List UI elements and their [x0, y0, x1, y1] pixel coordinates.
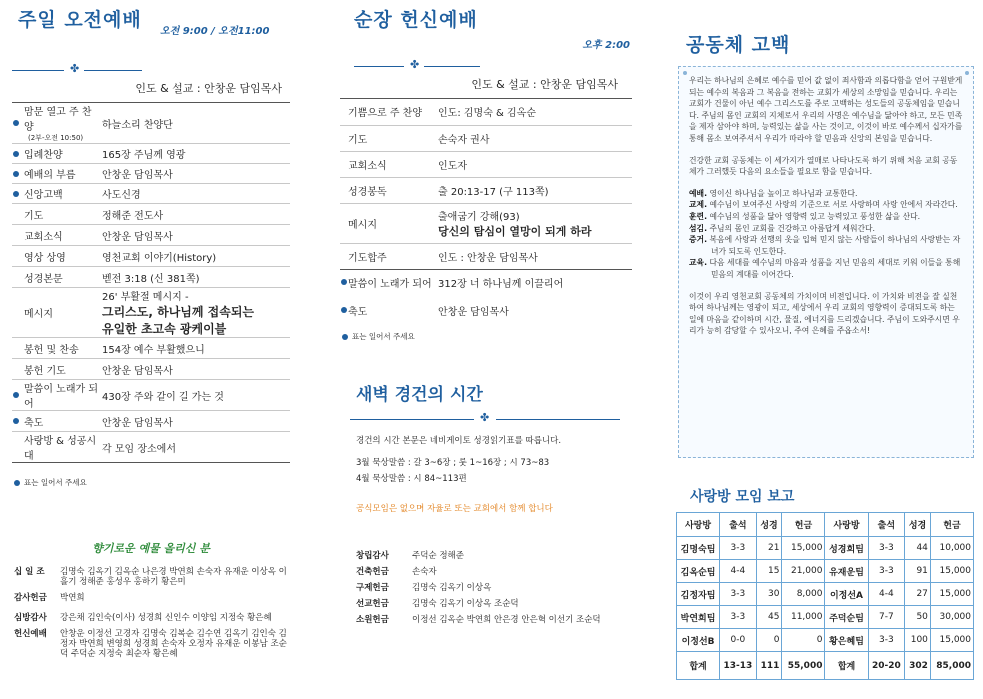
order-label: 성경봉독 [348, 186, 387, 198]
offering-row [12, 628, 290, 660]
report-row: 김명숙팀 3-3 21 15,000 성경희팀 3-3 44 10,000 [677, 537, 974, 560]
bullet-icon [13, 171, 19, 177]
order-value: 312장 너 하나님께 이끌리어 [438, 278, 564, 290]
offering-label: 구제헌금 [356, 583, 389, 593]
report-header-row: 사랑방 출석 성경 헌금 사랑방 출석 성경 헌금 [677, 513, 974, 537]
offering-row [354, 563, 603, 579]
order-row [12, 288, 290, 338]
order-row [340, 243, 632, 269]
order-label: 예배의 부름 [24, 170, 76, 181]
order-label: 기쁨으로 주 찬양 [348, 108, 422, 120]
morning-service-title: 주일 오전예배 [18, 9, 142, 31]
order-value: 영천교회 이야기(History) [100, 246, 290, 267]
order-label: 기도 [348, 134, 368, 146]
order-row [340, 151, 632, 177]
offering-label: 감사헌금 [14, 593, 47, 603]
order-value: 안창운 담임목사 [100, 164, 290, 184]
offering-names: 김명숙 김옥기 김옥순 나은경 박연희 손숙자 유재운 이상옥 이흘기 정해준 홍성우 홍하기 황은미 [60, 567, 287, 587]
dawn-offerings-table [354, 547, 603, 627]
clover-icon: ✤ [70, 62, 80, 75]
dawn-april: 4월 묵상말씀 : 시 84~113편 [356, 474, 467, 484]
order-value: 안창운 담임목사 [438, 306, 509, 318]
offering-names: 주덕순 정해준 [412, 551, 464, 561]
confession-paragraph-1: 우리는 하나님의 은혜로 예수를 믿어 값 없이 죄사함과 의롭다함을 얻어 구원받게 되는 예수의 복음과 그 복음을 전하는 교회가 세상의 소망임을 믿습니다. 우리는 교회가 건물이 아닌 예수 그리스도를 주로 고백하는 성도들의 공동체임을 믿습니다. 주님의 몸인 교회의 지체로서 우리의 사명은 예수님을 닮아야 하고, 모든 민족을 제자 삼아야 하며, 능력있는 삶을 사는 것이고, 이것이 바로 예수께서 십자가를 통해 몸소 보여주셔서 우리가 따라야 할 믿음과 신앙의 본임을 믿습니다. [689, 76, 963, 143]
offering-label: 십 일 조 [14, 567, 45, 577]
offering-label: 건축헌금 [356, 567, 389, 577]
order-row [12, 144, 290, 164]
morning-order-table [12, 103, 290, 463]
bullet-icon [14, 480, 20, 486]
order-label: 사랑방 & 성공시대 [24, 436, 97, 462]
offering-names: 안창운 이정선 고경자 김명숙 김복순 김수연 김옥기 김인숙 김정자 박연희 변영희 성경희 손숙자 오정자 유재운 이봉남 조순덕 주덕순 지정숙 최순자 황은혜 [60, 629, 287, 659]
morning-service-column [12, 0, 290, 660]
order-value: 하늘소리 찬양단 [100, 103, 290, 144]
confession-text [679, 67, 973, 353]
order-label: 맘문 열고 주 찬양 [24, 107, 92, 133]
bullet-icon [13, 120, 19, 126]
element-witness: 증거. 복음에 사랑과 선행의 옷을 입혀 믿지 않는 사람들이 하나님의 사랑받는 자녀가 되도록 인도한다. [689, 235, 961, 256]
message-title-line2: 유일한 초고속 광케이블 [102, 322, 227, 336]
standing-note: 표는 일어서 주세요 [340, 331, 632, 342]
section-divider [354, 60, 480, 72]
order-value: 정해준 전도사 [100, 204, 290, 225]
bullet-icon [341, 279, 347, 285]
order-label: 영상 상영 [24, 252, 66, 264]
order-row [340, 177, 632, 203]
morning-service-time: 오전 9:00 / 오전11:00 [160, 26, 270, 37]
message-series: 출애굽기 강해(93) [438, 211, 520, 223]
clover-icon: ✤ [410, 58, 420, 71]
order-value: 인도자 [436, 151, 632, 177]
order-value: 벧전 3:18 (신 381쪽) [100, 267, 290, 288]
order-label: 축도 [348, 306, 368, 318]
order-sub-label: (2부-오전 10:50) [28, 134, 84, 142]
confession-elements [689, 188, 963, 281]
report-table [676, 512, 974, 680]
order-row [12, 225, 290, 246]
order-label: 교회소식 [24, 231, 63, 243]
offering-label: 선교헌금 [356, 599, 389, 609]
order-value: 165장 주님께 영광 [100, 144, 290, 164]
offering-row [12, 608, 290, 628]
confession-paragraph-2: 건강한 교회 공동체는 이 세가지가 열매로 나타나도록 하기 위해 처음 교회 공동체가 그러했듯 다음의 요소들을 필요로 함을 믿습니다. [689, 155, 958, 177]
offering-row [12, 588, 290, 608]
bullet-icon [341, 307, 347, 313]
order-row [340, 269, 632, 295]
deacon-order-table [340, 99, 632, 325]
order-value: 154장 예수 부활했으니 [100, 338, 290, 359]
order-row [12, 380, 290, 411]
order-row [12, 164, 290, 184]
offering-row [12, 566, 290, 588]
dawn-title: 새벽 경건의 시간 [356, 385, 483, 405]
offering-label: 심방감사 [14, 613, 47, 623]
order-value: 안창운 담임목사 [100, 411, 290, 432]
order-label: 말씀이 노래가 되어 [24, 384, 98, 410]
message-series: 26' 부활절 메시지 - [102, 292, 189, 303]
element-fellowship: 교제. 예수님이 보여주신 사랑의 기준으로 서로 사랑하며 사랑 안에서 자라간다. [689, 200, 958, 210]
order-value: 출 20:13-17 (구 113쪽) [436, 177, 632, 203]
order-row [340, 295, 632, 325]
clover-icon: ✤ [480, 411, 490, 424]
order-value: 안창운 담임목사 [100, 359, 290, 380]
offering-names: 강은채 김인숙(이사) 성경희 신인수 이양임 지정숙 황은혜 [60, 613, 272, 623]
bullet-icon [13, 151, 19, 157]
order-row [12, 359, 290, 380]
order-value: 손숙자 권사 [436, 125, 632, 151]
order-label: 성경본문 [24, 273, 63, 285]
order-label: 축도 [24, 417, 44, 429]
offering-names: 김명숙 김옥기 이상옥 조순덕 [412, 599, 519, 609]
order-value: 인도 : 안창운 담임목사 [436, 243, 632, 269]
offering-row [354, 611, 603, 627]
section-divider [340, 413, 630, 425]
bullet-icon [13, 191, 19, 197]
order-label: 교회소식 [348, 160, 387, 172]
report-title: 사랑방 모임 보고 [690, 489, 795, 505]
order-label: 기도 [24, 210, 44, 222]
offering-row [354, 547, 603, 563]
offering-row [354, 595, 603, 611]
report-row: 김옥순팀 4-4 15 21,000 유재운팀 3-3 91 15,000 [677, 560, 974, 583]
order-row [340, 99, 632, 125]
bullet-icon [342, 334, 348, 340]
order-row [12, 103, 290, 144]
order-row [340, 125, 632, 151]
dawn-notice: 공식모임은 없으며 자율로 또는 교회에서 함께 합니다 [356, 504, 553, 514]
element-service: 섬김. 주님의 몸인 교회를 건강하고 아름답게 세워간다. [689, 223, 876, 233]
confession-paragraph-3: 이것이 우리 영천교회 공동체의 가치이며 비전입니다. 이 가치와 비전을 잘 실천하여 하나님께는 영광이 되고, 세상에서 우리 교회의 영향력이 증대되도록 하는 일에 마음을 같이하며 시간, 물질, 에너지를 드리겠습니다. 주님이 도와주시면 우리가 능히 감당할 수 있사오니, 주여 은혜를 주옵소서! [689, 291, 960, 336]
dawn-intro: 경건의 시간 본문은 네비게이토 성경읽기표를 따릅니다. [356, 436, 562, 446]
dawn-march: 3월 묵상말씀 : 갈 3~6장 ; 룻 1~16장 ; 시 73~83 [356, 458, 550, 468]
community-title: 공동체 고백 [686, 34, 791, 56]
order-label: 봉헌 및 찬송 [24, 344, 79, 356]
order-label: 기도합주 [348, 252, 387, 264]
order-value: 430장 주와 같이 길 가는 것 [100, 380, 290, 411]
offering-label: 소원헌금 [356, 615, 389, 625]
order-row [12, 411, 290, 432]
order-value: 사도신경 [100, 184, 290, 204]
order-value: 안창운 담임목사 [100, 225, 290, 246]
offerings-table [12, 566, 290, 660]
report-row: 박연희팀 3-3 45 11,000 주덕순팀 7-7 50 30,000 [677, 606, 974, 629]
order-value [100, 288, 290, 338]
bullet-icon [13, 418, 19, 424]
order-label: 메시지 [24, 309, 53, 320]
order-row [12, 204, 290, 225]
order-row [12, 246, 290, 267]
offering-row [354, 579, 603, 595]
order-label: 말씀이 노래가 되어 [348, 278, 432, 290]
order-row [12, 432, 290, 463]
order-label: 신앙고백 [24, 190, 63, 201]
order-label: 메시지 [348, 219, 377, 231]
order-row [12, 267, 290, 288]
offering-names: 박연희 [60, 593, 85, 603]
order-row [340, 203, 632, 243]
order-label: 입례찬양 [24, 150, 63, 161]
message-title: 당신의 탐심이 열망이 되게 하라 [438, 224, 592, 238]
offering-label: 창립감사 [356, 551, 389, 561]
element-training: 훈련. 예수님의 성품을 닮아 영향력 있고 능력있고 풍성한 삶을 산다. [689, 211, 921, 221]
offering-label: 헌신예배 [14, 629, 47, 639]
order-value: 인도: 김명숙 & 김옥순 [436, 99, 632, 125]
offering-names: 김명숙 김옥기 이상옥 [412, 583, 492, 593]
offering-names: 손숙자 [412, 567, 437, 577]
deacon-service-column [340, 0, 632, 627]
deacon-service-title: 순장 헌신예배 [354, 9, 478, 31]
offerings-title: 향기로운 예물 올리신 분 [92, 542, 210, 555]
bullet-icon [13, 392, 19, 398]
order-value [436, 203, 632, 243]
report-total-row: 합계 13-13 111 55,000 합계 20-20 302 85,000 [677, 652, 974, 680]
deacon-service-time: 오후 2:00 [582, 40, 630, 51]
order-row [12, 184, 290, 204]
element-education: 교육. 다음 세대를 예수님의 마음과 성품을 지닌 믿음의 세대로 키워 이들을 통해 믿음의 계대를 이어간다. [689, 258, 961, 279]
order-row [12, 338, 290, 359]
report-row: 김정자팀 3-3 30 8,000 이정선A 4-4 27 15,000 [677, 583, 974, 606]
element-worship: 예배. 영이신 하나님을 높이고 하나님과 교통한다. [689, 188, 858, 198]
order-label: 봉헌 기도 [24, 365, 66, 377]
morning-officiant: 인도 & 설교 : 안창운 담임목사 [135, 82, 282, 95]
standing-note: 표는 일어서 주세요 [12, 477, 290, 488]
offering-names: 이정선 김옥순 박연희 안은경 안은혁 이선기 조순덕 [412, 615, 601, 625]
deacon-officiant: 인도 & 설교 : 안창운 담임목사 [471, 78, 618, 91]
report-row: 이정선B 0-0 0 0 황은혜팀 3-3 100 15,000 [677, 629, 974, 652]
message-title-line1: 그리스도, 하나님께 접속되는 [102, 305, 255, 319]
section-divider [12, 64, 142, 76]
order-value: 각 모임 장소에서 [100, 432, 290, 463]
community-confession-box [678, 66, 974, 458]
